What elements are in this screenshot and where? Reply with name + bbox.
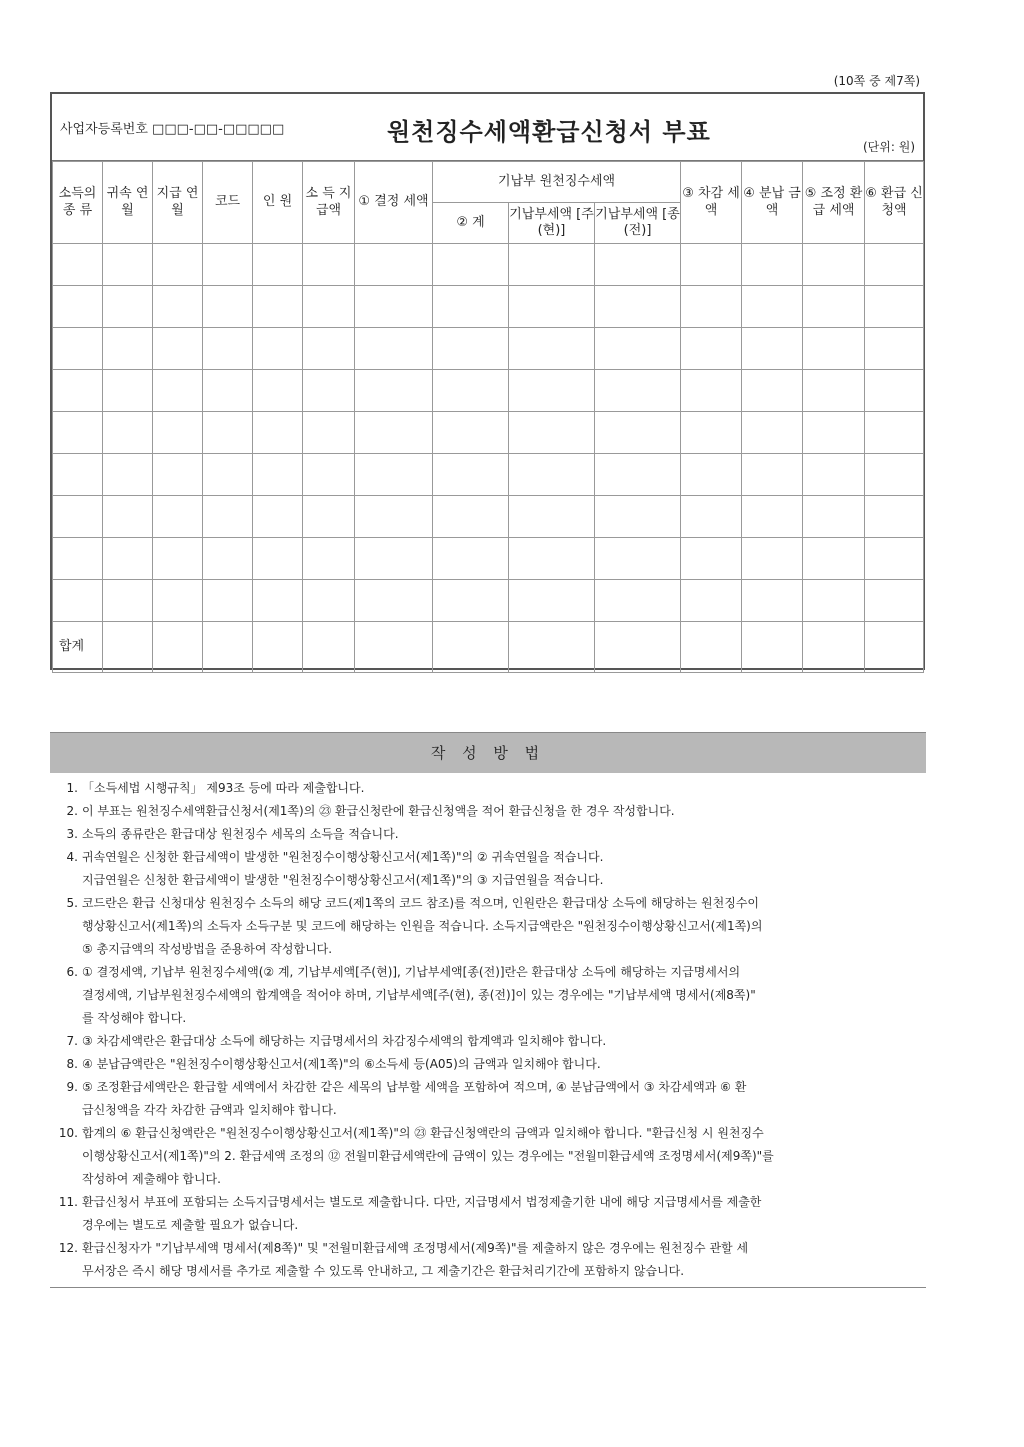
guide-item-continuation: 이행상황신고서(제1쪽)"의 2. 환급세액 조정의 ⑫ 전월미환급세액란에 금액이 있는 경우에는 "전월미환급세액 조정명세서(제9쪽)"를 (82, 1149, 774, 1163)
table-cell[interactable] (303, 370, 355, 412)
table-cell[interactable] (303, 580, 355, 622)
table-cell[interactable] (595, 538, 681, 580)
table-cell[interactable] (595, 370, 681, 412)
table-cell[interactable] (203, 244, 253, 286)
col-adjusted-refund: ⑤ 조정 환급 세액 (803, 162, 865, 244)
table-cell[interactable] (253, 328, 303, 370)
guide-item (50, 1053, 926, 1076)
table-cell[interactable] (509, 286, 595, 328)
table-cell[interactable] (681, 328, 742, 370)
table-cell[interactable] (303, 328, 355, 370)
col-prepaid-group: 기납부 원천징수세액 (433, 162, 681, 203)
guide-item-text: ⑤ 조정환급세액란은 환급할 세액에서 차감한 같은 세목의 납부할 세액을 포함하여 적으며, ④ 분납금액에서 ③ 차감세액과 ⑥ 환 (82, 1080, 747, 1094)
table-cell[interactable] (681, 412, 742, 454)
guide-item (50, 961, 926, 1030)
table-cell[interactable] (303, 454, 355, 496)
total-row (53, 622, 924, 673)
total-cell[interactable] (509, 622, 595, 673)
table-cell[interactable] (433, 370, 509, 412)
total-cell[interactable] (103, 622, 153, 673)
table-cell[interactable] (865, 370, 924, 412)
col-refund-request: ⑥ 환급 신청액 (865, 162, 924, 244)
table-cell[interactable] (355, 328, 433, 370)
total-label: 합계 (53, 622, 103, 673)
total-cell[interactable] (253, 622, 303, 673)
guide-item (50, 1122, 926, 1191)
guide-item (50, 846, 926, 892)
table-cell[interactable] (681, 454, 742, 496)
guide-item-number: 9. (66, 1080, 78, 1094)
guide-item-text: 코드란은 환급 신청대상 원천징수 소득의 해당 코드(제1쪽의 코드 참조)를 적으며, 인원란은 환급대상 소득에 해당하는 원천징수이 (82, 896, 760, 910)
table-cell[interactable] (253, 538, 303, 580)
guide-item-continuation: 급신청액을 각각 차감한 금액과 일치해야 합니다. (82, 1103, 337, 1117)
table-cell[interactable] (103, 286, 153, 328)
guide-list (50, 773, 926, 1288)
table-cell[interactable] (865, 538, 924, 580)
guide-item (50, 892, 926, 961)
table-cell[interactable] (865, 580, 924, 622)
table-cell[interactable] (681, 244, 742, 286)
table-cell[interactable] (433, 412, 509, 454)
table-cell[interactable] (53, 580, 103, 622)
table-cell[interactable] (103, 328, 153, 370)
guide-item-text: ④ 분납금액란은 "원천징수이행상황신고서(제1쪽)"의 ⑥소득세 등(A05)의 금액과 일치해야 합니다. (82, 1057, 601, 1071)
table-cell[interactable] (153, 370, 203, 412)
guide-item-continuation: 를 작성해야 합니다. (82, 1011, 187, 1025)
table-cell[interactable] (509, 370, 595, 412)
table-cell[interactable] (103, 370, 153, 412)
table-cell[interactable] (153, 538, 203, 580)
table-cell[interactable] (53, 328, 103, 370)
table-cell[interactable] (595, 286, 681, 328)
table-cell[interactable] (303, 538, 355, 580)
guide-item-continuation: 행상황신고서(제1쪽)의 소득자 소득구분 및 코드에 해당하는 인원을 적습니다. 소득지급액란은 "원천징수이행상황신고서(제1쪽)의 (82, 919, 763, 933)
table-cell[interactable] (803, 538, 865, 580)
table-row (53, 580, 924, 622)
total-cell[interactable] (433, 622, 509, 673)
table-cell[interactable] (595, 454, 681, 496)
table-cell[interactable] (509, 454, 595, 496)
table-cell[interactable] (742, 496, 803, 538)
table-cell[interactable] (53, 538, 103, 580)
table-cell[interactable] (681, 496, 742, 538)
total-cell[interactable] (303, 622, 355, 673)
table-cell[interactable] (355, 580, 433, 622)
table-cell[interactable] (742, 412, 803, 454)
col-income-type: 소득의 종 류 (53, 162, 103, 244)
table-cell[interactable] (203, 538, 253, 580)
table-cell[interactable] (509, 496, 595, 538)
guide-item (50, 777, 926, 800)
table-cell[interactable] (803, 328, 865, 370)
table-cell[interactable] (742, 454, 803, 496)
table-cell[interactable] (303, 286, 355, 328)
page-indicator: (10쪽 중 제7쪽) (833, 74, 920, 88)
guide-item-continuation: 무서장은 즉시 해당 명세서를 추가로 제출할 수 있도록 안내하고, 그 제출기간은 환급처리기간에 포함하지 않습니다. (82, 1264, 685, 1278)
guide-item-text: 귀속연월은 신청한 환급세액이 발생한 "원천징수이행상황신고서(제1쪽)"의 ② 귀속연월을 적습니다. (82, 850, 604, 864)
table-row (53, 412, 924, 454)
table-cell[interactable] (103, 454, 153, 496)
table-cell[interactable] (355, 496, 433, 538)
table-cell[interactable] (153, 412, 203, 454)
col-pay-month: 지급 연월 (153, 162, 203, 244)
writing-guide (50, 732, 926, 1288)
table-cell[interactable] (203, 412, 253, 454)
table-cell[interactable] (509, 328, 595, 370)
table-cell[interactable] (509, 580, 595, 622)
table-cell[interactable] (355, 412, 433, 454)
table-cell[interactable] (509, 538, 595, 580)
table-cell[interactable] (681, 370, 742, 412)
table-cell[interactable] (103, 412, 153, 454)
guide-item-text: 「소득세법 시행규칙」 제93조 등에 따라 제출합니다. (82, 781, 365, 795)
table-cell[interactable] (303, 496, 355, 538)
guide-item-number: 6. (66, 965, 78, 979)
guide-item-number: 2. (66, 804, 78, 818)
table-cell[interactable] (103, 580, 153, 622)
guide-item (50, 1076, 926, 1122)
guide-item-continuation: 결정세액, 기납부원천징수세액의 합계액을 적어야 하며, 기납부세액[주(현), 종(전)]이 있는 경우에는 "기납부세액 명세서(제8쪽)" (82, 988, 756, 1002)
table-cell[interactable] (103, 538, 153, 580)
table-cell[interactable] (433, 244, 509, 286)
table-cell[interactable] (253, 370, 303, 412)
total-cell[interactable] (803, 622, 865, 673)
table-cell[interactable] (153, 454, 203, 496)
guide-item-number: 5. (66, 896, 78, 910)
table-cell[interactable] (103, 244, 153, 286)
table-cell[interactable] (253, 286, 303, 328)
col-prepaid-former: 기납부세액 [종(전)] (595, 203, 681, 244)
table-row (53, 244, 924, 286)
guide-item-continuation: ⑤ 총지급액의 작성방법을 준용하여 작성합니다. (82, 942, 333, 956)
table-cell[interactable] (509, 244, 595, 286)
table-cell[interactable] (433, 496, 509, 538)
table-cell[interactable] (803, 454, 865, 496)
table-cell[interactable] (742, 580, 803, 622)
guide-item-text: ① 결정세액, 기납부 원천징수세액(② 계, 기납부세액[주(현)], 기납부세액[종(전)]란은 환급대상 소득에 해당하는 지급명세서의 (82, 965, 741, 979)
guide-item-continuation: 경우에는 별도로 제출할 필요가 없습니다. (82, 1218, 299, 1232)
col-prepaid-main: 기납부세액 [주(현)] (509, 203, 595, 244)
table-cell[interactable] (803, 496, 865, 538)
total-cell[interactable] (203, 622, 253, 673)
table-cell[interactable] (803, 370, 865, 412)
table-cell[interactable] (865, 244, 924, 286)
table-cell[interactable] (595, 580, 681, 622)
guide-item-text: 이 부표는 원천징수세액환급신청서(제1쪽)의 ㉓ 환급신청란에 환급신청액을 적어 환급신청을 한 경우 작성합니다. (82, 804, 675, 818)
table-cell[interactable] (203, 580, 253, 622)
guide-item-continuation: 지급연월은 신청한 환급세액이 발생한 "원천징수이행상황신고서(제1쪽)"의 ③ 지급연월을 적습니다. (82, 873, 604, 887)
table-cell[interactable] (865, 454, 924, 496)
col-installment: ④ 분납 금액 (742, 162, 803, 244)
refund-form-table (50, 92, 925, 670)
col-belong-month: 귀속 연월 (103, 162, 153, 244)
unit-label: (단위: 원) (863, 140, 915, 154)
form-header (52, 94, 923, 161)
guide-item-number: 12. (58, 1241, 78, 1255)
business-registration-number-label: 사업자등록번호 □□□-□□-□□□□□ (60, 122, 285, 137)
table-cell[interactable] (53, 286, 103, 328)
total-cell[interactable] (742, 622, 803, 673)
table-cell[interactable] (865, 286, 924, 328)
total-cell[interactable] (153, 622, 203, 673)
col-income-paid: 소 득 지급액 (303, 162, 355, 244)
table-cell[interactable] (433, 328, 509, 370)
total-cell[interactable] (681, 622, 742, 673)
table-cell[interactable] (203, 454, 253, 496)
guide-item-text: 환급신청서 부표에 포함되는 소득지급명세서는 별도로 제출합니다. 다만, 지급명세서 법정제출기한 내에 해당 지급명세서를 제출한 (82, 1195, 762, 1209)
data-grid (52, 161, 924, 673)
guide-item (50, 823, 926, 846)
table-cell[interactable] (53, 370, 103, 412)
guide-item-number: 11. (58, 1195, 78, 1209)
table-cell[interactable] (153, 244, 203, 286)
guide-item-number: 10. (58, 1126, 78, 1140)
table-cell[interactable] (203, 328, 253, 370)
table-cell[interactable] (253, 496, 303, 538)
guide-item-text: ③ 차감세액란은 환급대상 소득에 해당하는 지급명세서의 차감징수세액의 합계액과 일치해야 합니다. (82, 1034, 607, 1048)
table-cell[interactable] (53, 496, 103, 538)
table-cell[interactable] (355, 454, 433, 496)
table-cell[interactable] (865, 496, 924, 538)
col-prepaid-total: ② 계 (433, 203, 509, 244)
guide-item-number: 3. (66, 827, 78, 841)
table-cell[interactable] (742, 244, 803, 286)
guide-item (50, 800, 926, 823)
guide-item-number: 8. (66, 1057, 78, 1071)
table-row (53, 454, 924, 496)
guide-item-number: 4. (66, 850, 78, 864)
table-cell[interactable] (153, 580, 203, 622)
table-cell[interactable] (153, 286, 203, 328)
table-row (53, 538, 924, 580)
table-cell[interactable] (803, 286, 865, 328)
table-cell[interactable] (203, 286, 253, 328)
col-deducted-tax: ③ 차감 세액 (681, 162, 742, 244)
table-cell[interactable] (355, 244, 433, 286)
guide-item (50, 1191, 926, 1237)
table-row (53, 328, 924, 370)
table-cell[interactable] (203, 370, 253, 412)
col-decided-tax: ① 결정 세액 (355, 162, 433, 244)
table-cell[interactable] (595, 412, 681, 454)
guide-item-continuation: 작성하여 제출해야 합니다. (82, 1172, 221, 1186)
table-cell[interactable] (742, 328, 803, 370)
table-cell[interactable] (53, 412, 103, 454)
table-row (53, 286, 924, 328)
table-cell[interactable] (103, 496, 153, 538)
table-cell[interactable] (742, 286, 803, 328)
table-cell[interactable] (433, 454, 509, 496)
total-cell[interactable] (355, 622, 433, 673)
table-cell[interactable] (355, 538, 433, 580)
form-title: 원천징수세액환급신청서 부표 (387, 118, 711, 146)
table-cell[interactable] (865, 328, 924, 370)
table-row (53, 496, 924, 538)
table-cell[interactable] (595, 328, 681, 370)
table-cell[interactable] (433, 580, 509, 622)
guide-item-text: 합계의 ⑥ 환급신청액란은 "원천징수이행상황신고서(제1쪽)"의 ㉓ 환급신청액란의 금액과 일치해야 합니다. "환급신청 시 원천징수 (82, 1126, 764, 1140)
table-row (53, 370, 924, 412)
guide-item-text: 소득의 종류란은 환급대상 원천징수 세목의 소득을 적습니다. (82, 827, 399, 841)
table-cell[interactable] (203, 496, 253, 538)
table-cell[interactable] (433, 538, 509, 580)
guide-item-text: 환급신청자가 "기납부세액 명세서(제8쪽)" 및 "전월미환급세액 조정명세서(제9쪽)"를 제출하지 않은 경우에는 원천징수 관할 세 (82, 1241, 749, 1255)
col-persons: 인 원 (253, 162, 303, 244)
table-cell[interactable] (742, 538, 803, 580)
table-cell[interactable] (53, 244, 103, 286)
total-cell[interactable] (865, 622, 924, 673)
table-cell[interactable] (803, 580, 865, 622)
col-code: 코드 (203, 162, 253, 244)
table-cell[interactable] (433, 286, 509, 328)
table-cell[interactable] (865, 412, 924, 454)
table-cell[interactable] (681, 538, 742, 580)
table-cell[interactable] (355, 370, 433, 412)
table-cell[interactable] (303, 244, 355, 286)
table-cell[interactable] (803, 244, 865, 286)
guide-item-number: 1. (66, 781, 78, 795)
table-cell[interactable] (303, 412, 355, 454)
table-cell[interactable] (53, 454, 103, 496)
table-cell[interactable] (253, 580, 303, 622)
guide-item-number: 7. (66, 1034, 78, 1048)
table-cell[interactable] (253, 244, 303, 286)
table-cell[interactable] (509, 412, 595, 454)
total-cell[interactable] (595, 622, 681, 673)
table-cell[interactable] (355, 286, 433, 328)
guide-item (50, 1030, 926, 1053)
table-cell[interactable] (681, 286, 742, 328)
table-cell[interactable] (153, 328, 203, 370)
table-cell[interactable] (253, 412, 303, 454)
table-cell[interactable] (595, 496, 681, 538)
guide-item (50, 1237, 926, 1283)
table-cell[interactable] (742, 370, 803, 412)
table-cell[interactable] (253, 454, 303, 496)
table-cell[interactable] (803, 412, 865, 454)
table-cell[interactable] (153, 496, 203, 538)
table-cell[interactable] (595, 244, 681, 286)
table-cell[interactable] (681, 580, 742, 622)
guide-title: 작 성 방 법 (50, 732, 926, 773)
